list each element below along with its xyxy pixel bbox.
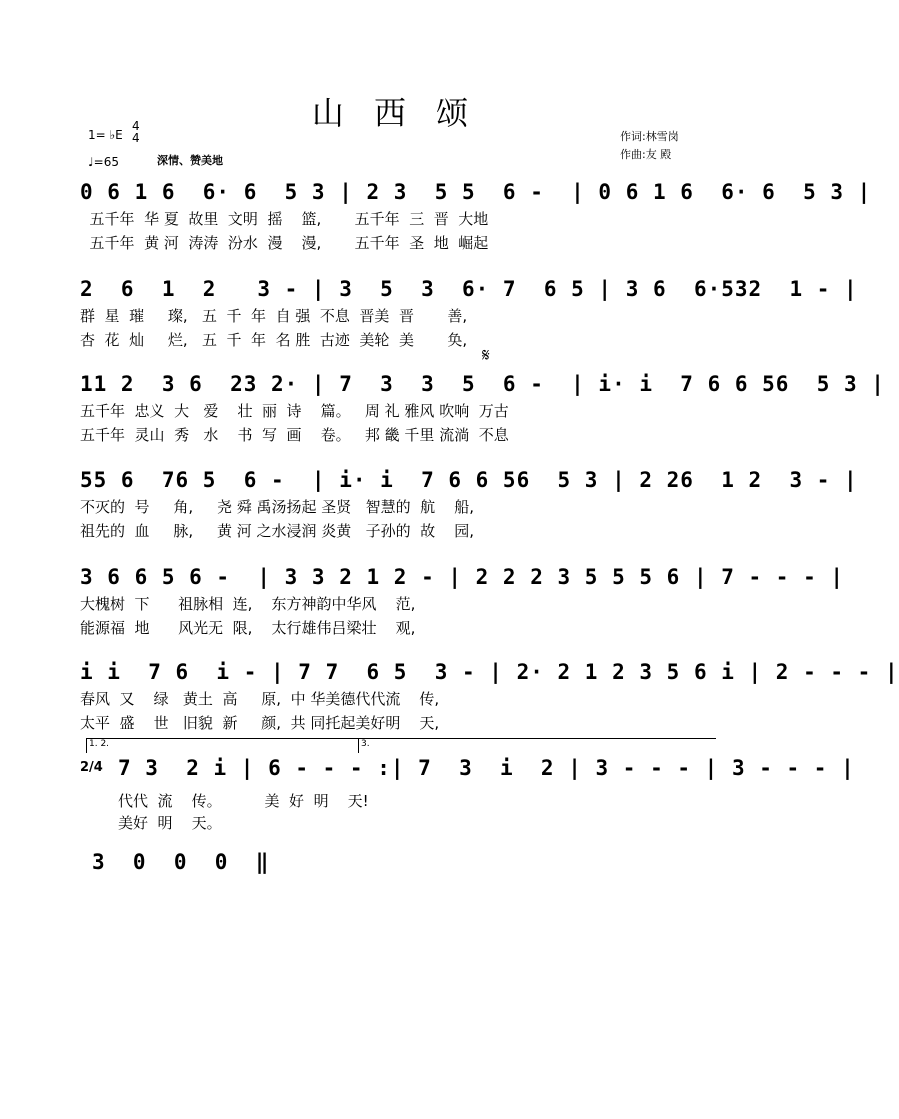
- system-4: [80, 468, 858, 548]
- system-7-lyrics-verse2: 美好 明 天。: [118, 814, 222, 832]
- system-3-lyrics-verse1: 五千年 忠义 大 爱 壮 丽 诗 篇。 周 礼 雅风 吹响 万古: [80, 402, 509, 420]
- segno-symbol: 𝄋: [482, 345, 490, 366]
- system-1-lyrics-verse2: 五千年 黄 河 涛涛 汾水 漫 漫, 五千年 圣 地 崛起: [80, 234, 489, 252]
- lyricist-credit: 作词:林雪岗: [620, 130, 679, 143]
- system-5-lyrics-verse2: 能源福 地 风光无 限, 太行雄伟吕梁壮 观,: [80, 619, 416, 637]
- system-1: [80, 180, 872, 260]
- system-7: [118, 756, 855, 836]
- composer-credit: 作曲:友 殿: [620, 148, 672, 161]
- system-6-lyrics-verse2: 太平 盛 世 旧貌 新 颜, 共 同托起美好明 天,: [80, 714, 440, 732]
- system-4-lyrics-verse1: 不灭的 号 角, 尧 舜 禹汤扬起 圣贤 智慧的 航 船,: [80, 498, 474, 516]
- system-2-notes: 2 6 1 2 3 - | 3 5 3 6· 7 6 5 | 3 6 6·532 1 - |: [80, 277, 858, 301]
- song-title: 山 西 颂: [311, 94, 479, 132]
- system-3: [80, 372, 885, 452]
- system-4-notes: 55 6 76 5 6 - | i· i 7 6 6 56 5 3 | 2 26 1 2 3 - |: [80, 468, 858, 492]
- system-6: [80, 660, 899, 740]
- volta-third-ending: 3.: [358, 738, 716, 753]
- system-1-lyrics-verse1: 五千年 华 夏 故里 文明 摇 篮, 五千年 三 晋 大地: [80, 210, 489, 228]
- time-signature: [132, 120, 140, 144]
- system-2-lyrics-verse1: 群 星 璀 璨, 五 千 年 自 强 不息 晋美 晋 善,: [80, 307, 468, 325]
- time-signature-top: 4: [132, 119, 140, 133]
- system-6-notes: i i 7 6 i - | 7 7 6 5 3 - | 2· 2 1 2 3 5 6 i | 2 - - - |: [80, 660, 899, 684]
- tempo-marking: ♩=65: [88, 155, 119, 169]
- system-7-lyrics-verse1: 代代 流 传。 美 好 明 天!: [118, 792, 369, 810]
- system-5-notes: 3 6 6 5 6 - | 3 3 2 1 2 - | 2 2 2 3 5 5 5 6 | 7 - - - |: [80, 565, 845, 589]
- system-3-notes: 11 2 3 6 23 2· | 7 3 3 5 6 - | i· i 7 6 6 56 5 3 |: [80, 372, 885, 396]
- system-7-notes: 7 3 2 i | 6 - - - :| 7 3 i 2 | 3 - - - | 3 - - - |: [118, 756, 855, 780]
- time-signature-bottom: 4: [132, 131, 140, 145]
- system-1-notes: 0 6 1 6 6· 6 5 3 | 2 3 5 5 6 - | 0 6 1 6 6· 6 5 3 |: [80, 180, 872, 204]
- expression-marking: 深情、赞美地: [157, 154, 223, 167]
- system-3-lyrics-verse2: 五千年 灵山 秀 水 书 写 画 卷。 邦 畿 千里 流淌 不息: [80, 426, 509, 444]
- system-5-lyrics-verse1: 大槐树 下 祖脉相 连, 东方神韵中华风 范,: [80, 595, 416, 613]
- system-5: [80, 565, 845, 645]
- key-signature: 1= ♭E: [88, 128, 123, 142]
- system-4-lyrics-verse2: 祖先的 血 脉, 黄 河 之水浸润 炎黄 子孙的 故 园,: [80, 522, 474, 540]
- meter-change: 2/4: [80, 760, 103, 775]
- system-2: [80, 277, 858, 357]
- volta-first-ending: 1. 2.: [86, 738, 359, 753]
- system-8: [92, 850, 292, 930]
- system-8-notes: 3 0 0 0 ‖: [92, 850, 270, 874]
- system-6-lyrics-verse1: 春风 又 绿 黄土 高 原, 中 华美德代代流 传,: [80, 690, 440, 708]
- system-2-lyrics-verse2: 杏 花 灿 烂, 五 千 年 名 胜 古迹 美轮 美 奂,: [80, 331, 468, 349]
